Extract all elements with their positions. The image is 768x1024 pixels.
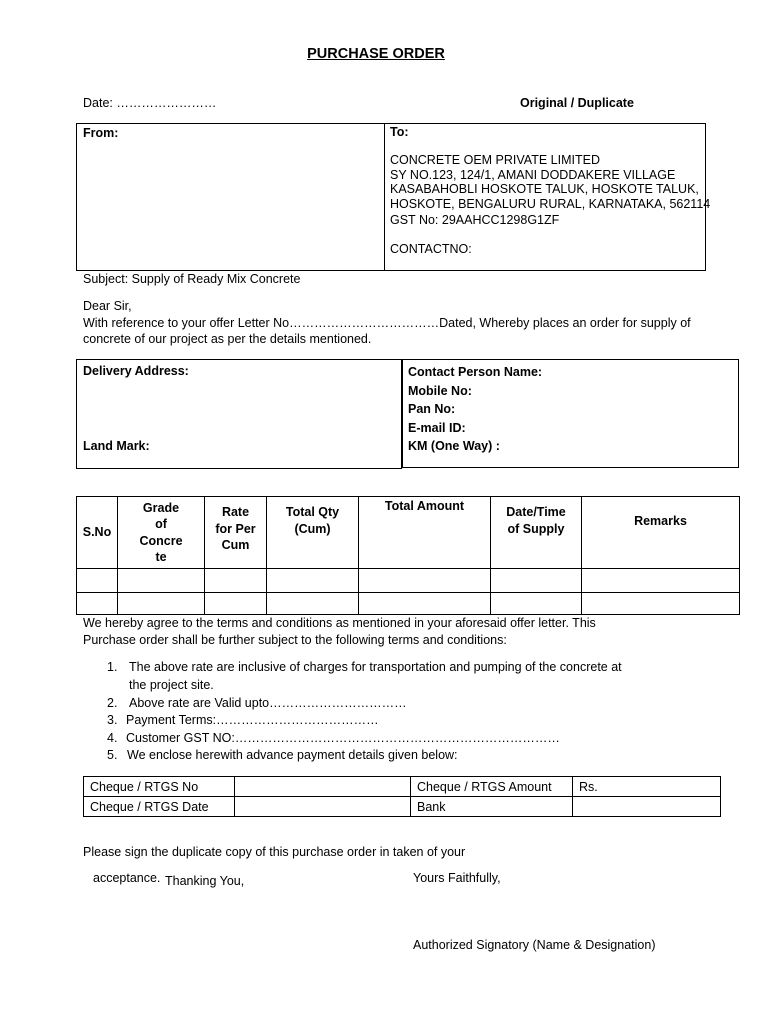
header-grade-line3: Concre — [139, 533, 183, 548]
to-contact: CONTACTNO: — [390, 242, 472, 256]
closing-line-1: Please sign the duplicate copy of this purchase order in taken of your — [83, 845, 466, 859]
header-rate-line3: Cum — [221, 538, 250, 552]
to-address-line3: HOSKOTE, BENGALURU RURAL, KARNATAKA, 562114 — [390, 196, 711, 211]
term-number: 5. — [107, 748, 118, 762]
to-address-line1: SY NO.123, 124/1, AMANI DODDAKERE VILLAGE — [390, 167, 676, 182]
salutation: Dear Sir, — [83, 299, 132, 313]
email-label: E-mail ID: — [408, 420, 466, 435]
table-cell[interactable] — [205, 569, 267, 593]
header-remarks — [582, 497, 740, 569]
term-item — [107, 748, 458, 762]
table-cell[interactable] — [359, 569, 491, 593]
cheque-no-label: Cheque / RTGS No — [84, 777, 235, 797]
cheque-amount-label: Cheque / RTGS Amount — [411, 777, 573, 797]
term-number: 4. — [107, 731, 118, 745]
copy-type-label: Original / Duplicate — [520, 96, 634, 110]
term-item-continuation: the project site. — [129, 678, 214, 692]
header-date-line1: Date/Time — [506, 505, 566, 519]
table-cell[interactable] — [491, 593, 582, 615]
header-amount — [359, 497, 491, 569]
cheque-date-value[interactable] — [235, 797, 411, 817]
header-date-line2: of Supply — [507, 521, 565, 536]
term-item — [107, 713, 379, 727]
table-cell[interactable] — [77, 569, 118, 593]
header-sno — [77, 497, 118, 569]
header-date — [491, 497, 582, 569]
page-title: PURCHASE ORDER — [307, 46, 445, 62]
pan-label: Pan No: — [408, 402, 456, 417]
to-gst: GST No: 29AAHCC1298G1ZF — [390, 213, 560, 227]
table-cell[interactable] — [205, 593, 267, 615]
to-address-line2: KASABAHOBLI HOSKOTE TALUK, HOSKOTE TALUK, — [390, 182, 699, 196]
from-to-divider — [384, 123, 385, 271]
term-text: We enclose herewith advance payment details given below: — [127, 748, 458, 762]
header-qty-line2: (Cum) — [294, 521, 331, 536]
cheque-date-label: Cheque / RTGS Date — [84, 797, 235, 817]
bank-value[interactable] — [573, 797, 721, 817]
term-text: The above rate are inclusive of charges for transportation and pumping of the concrete at — [129, 660, 622, 674]
table-cell[interactable] — [582, 569, 740, 593]
reference-line-2: concrete of our project as per the details mentioned. — [83, 332, 372, 346]
term-number: 1. — [107, 660, 118, 674]
yours-faithfully: Yours Faithfully, — [413, 871, 501, 885]
landmark-label: Land Mark: — [83, 439, 150, 453]
terms-intro-line-2: Purchase order shall be further subject to the following terms and conditions: — [83, 633, 507, 647]
contact-details — [408, 363, 542, 456]
table-cell[interactable] — [118, 593, 205, 615]
from-label: From: — [83, 126, 119, 140]
term-number: 3. — [107, 713, 118, 727]
table-cell[interactable] — [359, 593, 491, 615]
term-item — [107, 731, 560, 745]
to-label: To: — [390, 125, 409, 139]
table-row — [77, 569, 740, 593]
cheque-no-value[interactable] — [235, 777, 411, 797]
header-grade-line2: of — [155, 517, 167, 531]
subject-line: Subject: Supply of Ready Mix Concrete — [83, 272, 301, 286]
date-field: Date: …………………… — [83, 96, 217, 110]
header-qty-line1: Total Qty — [285, 505, 340, 519]
reference-line-1: With reference to your offer Letter No………………………………Dated, Whereby places an order for supply of — [83, 316, 691, 330]
header-sno-text: S.No — [82, 525, 112, 540]
contact-person-label: Contact Person Name: — [408, 365, 543, 379]
table-cell[interactable] — [267, 569, 359, 593]
delivery-address-label: Delivery Address: — [83, 364, 189, 378]
payment-row — [84, 797, 721, 817]
bank-label: Bank — [411, 797, 573, 817]
table-cell[interactable] — [118, 569, 205, 593]
payment-row — [84, 777, 721, 797]
header-rate-line1: Rate — [221, 505, 250, 519]
term-text: Customer GST NO:…………………………………………………………………… — [126, 731, 560, 745]
authorized-signatory: Authorized Signatory (Name & Designation) — [413, 938, 656, 952]
term-text: Payment Terms:………………………………… — [126, 713, 379, 727]
term-item — [107, 660, 622, 674]
table-header-row — [77, 497, 740, 569]
term-item — [107, 696, 407, 710]
term-text: Above rate are Valid upto…………………………… — [129, 696, 407, 710]
header-amount-text: Total Amount — [384, 499, 465, 513]
rs-label: Rs. — [573, 777, 721, 797]
to-company: CONCRETE OEM PRIVATE LIMITED — [390, 153, 600, 167]
table-cell[interactable] — [77, 593, 118, 615]
closing-line-2: acceptance. — [93, 871, 161, 885]
header-grade-line1: Grade — [142, 500, 180, 515]
terms-intro-line-1: We hereby agree to the terms and conditions as mentioned in your aforesaid offer letter. This — [83, 616, 596, 630]
header-remarks-text: Remarks — [634, 514, 687, 528]
header-rate — [205, 497, 267, 569]
header-grade-line4: te — [155, 550, 167, 564]
table-cell[interactable] — [582, 593, 740, 615]
order-table — [76, 496, 740, 615]
header-rate-line2: for Per — [215, 521, 256, 536]
term-number: 2. — [107, 696, 118, 710]
header-qty — [267, 497, 359, 569]
to-address-block — [390, 153, 710, 211]
table-cell[interactable] — [491, 569, 582, 593]
thanking-you: Thanking You, — [165, 874, 245, 888]
km-label: KM (One Way) : — [408, 439, 500, 454]
mobile-label: Mobile No: — [408, 383, 472, 398]
header-grade — [118, 497, 205, 569]
payment-table — [83, 776, 721, 817]
table-row — [77, 593, 740, 615]
table-cell[interactable] — [267, 593, 359, 615]
